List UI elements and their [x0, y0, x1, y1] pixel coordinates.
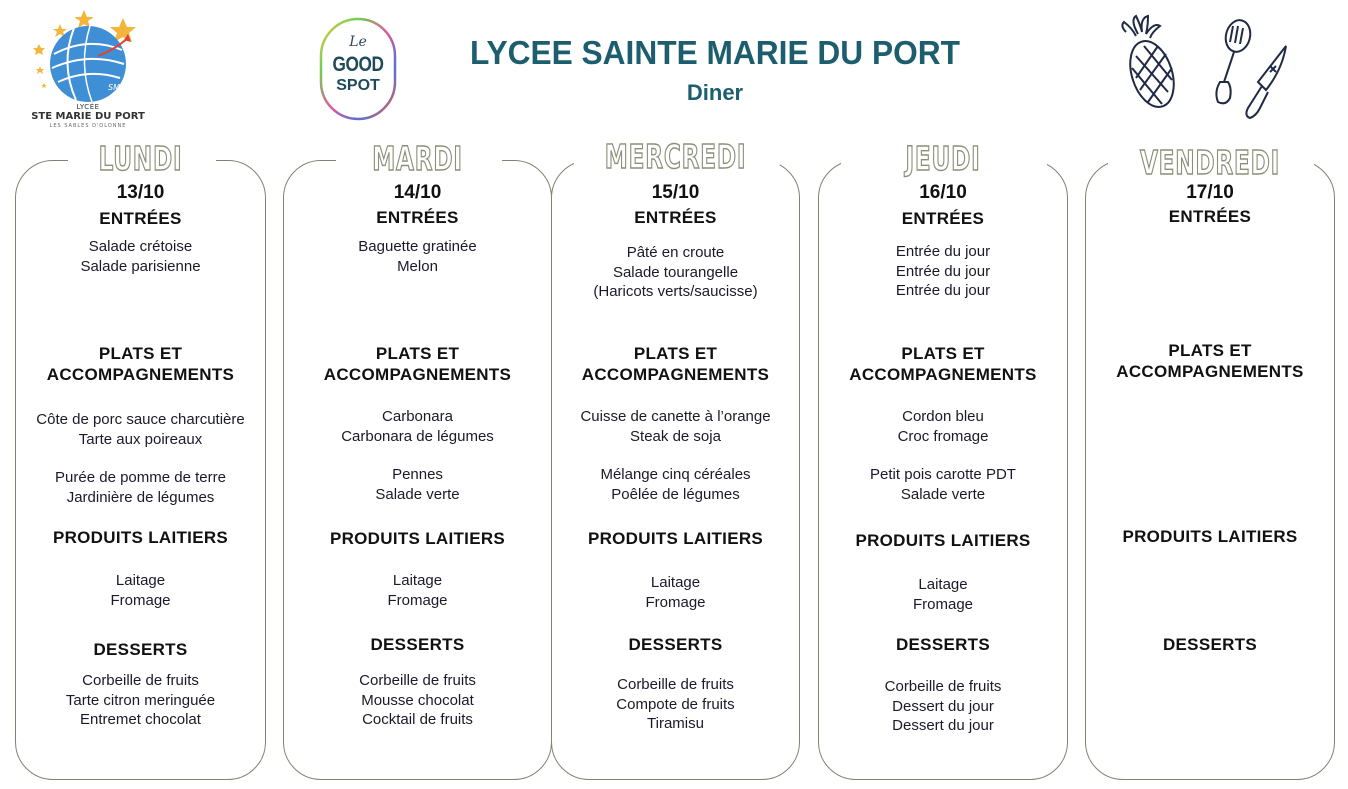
- menu-item: Cordon bleu: [902, 408, 984, 425]
- section-plats-heading: [1086, 340, 1334, 382]
- knife-icon: [1246, 46, 1286, 118]
- page-subtitle: Diner: [686, 80, 744, 105]
- pineapple-icon: [1122, 16, 1181, 113]
- section-plats-heading: [16, 343, 265, 385]
- menu-item: Salade parisienne: [80, 257, 201, 275]
- menu-item: Tiramisu: [647, 715, 704, 732]
- section-laitiers-heading: PRODUITS LAITIERS: [587, 529, 764, 548]
- section-plats-heading-line: ACCOMPAGNEMENTS: [849, 365, 1037, 384]
- school-logo-line1: LYCÉE: [76, 103, 100, 111]
- laitiers-list: [284, 571, 551, 610]
- menu-item: Croc fromage: [897, 427, 989, 445]
- menu-item: Jardinière de légumes: [66, 488, 215, 506]
- laitiers-list: [819, 575, 1067, 614]
- menu-item: Pâté en croute: [626, 244, 725, 261]
- day-date: 15/10: [651, 182, 700, 203]
- menu-item: Laitage: [918, 576, 968, 593]
- menu-item: Cocktail de fruits: [362, 711, 473, 728]
- menu-item: Mélange cinq céréales: [600, 466, 751, 483]
- accompagnements-list: [819, 465, 1067, 504]
- laitiers-list: [16, 571, 265, 610]
- menu-item: Steak de soja: [630, 427, 721, 445]
- day-date: 13/10: [116, 182, 165, 203]
- menu-item: Pennes: [392, 466, 443, 483]
- section-plats-heading: [552, 343, 799, 385]
- svg-text:SMP: SMP: [108, 83, 125, 92]
- menu-item: Dessert du jour: [892, 717, 994, 734]
- day-date: 17/10: [1186, 182, 1234, 203]
- section-plats-heading-line: ACCOMPAGNEMENTS: [1116, 362, 1304, 381]
- section-plats-heading: [819, 343, 1067, 385]
- section-laitiers-heading: PRODUITS LAITIERS: [855, 531, 1031, 550]
- plats-list: [284, 407, 551, 446]
- day-card-lundi: [15, 139, 266, 780]
- good-spot-good: GOOD: [332, 53, 384, 76]
- section-plats-heading-line: PLATS ET: [901, 344, 985, 363]
- menu-item: Côte de porc sauce charcutière: [36, 411, 245, 428]
- school-logo: [28, 6, 148, 128]
- menu-item: Mousse chocolat: [361, 691, 474, 709]
- menu-item: Salade verte: [900, 485, 986, 503]
- section-plats-heading-line: PLATS ET: [1168, 341, 1252, 360]
- section-desserts-heading: DESSERTS: [93, 640, 188, 659]
- section-desserts-heading: DESSERTS: [1162, 635, 1258, 654]
- section-plats-heading: [284, 343, 551, 385]
- menu-item: Laitage: [115, 572, 166, 589]
- menu-item: Tarte citron meringuée: [65, 691, 216, 709]
- desserts-list: [552, 675, 799, 734]
- menu-item: (Haricots verts/saucisse): [593, 283, 758, 300]
- menu-item: Poêlée de légumes: [611, 485, 740, 503]
- section-plats-heading-line: PLATS ET: [375, 344, 460, 363]
- day-date: 16/10: [919, 182, 967, 203]
- menu-item: Tarte aux poireaux: [78, 430, 203, 448]
- menu-item: Salade verte: [375, 485, 460, 503]
- section-desserts-heading: DESSERTS: [895, 635, 991, 654]
- spatula-icon: [1216, 18, 1253, 104]
- menu-item: Salade tourangelle: [612, 263, 739, 281]
- menu-item: Purée de pomme de terre: [55, 469, 226, 486]
- day-name: VENDREDI: [1139, 143, 1281, 182]
- day-name: MERCREDI: [604, 137, 747, 176]
- menu-item: Petit pois carotte PDT: [870, 466, 1016, 483]
- entrees-list: [284, 237, 551, 276]
- menu-item: Laitage: [650, 574, 701, 591]
- accompagnements-list: [16, 468, 265, 507]
- plats-list: [819, 407, 1067, 446]
- day-card-mardi: [283, 139, 552, 780]
- kitchen-decoration: [1110, 12, 1300, 124]
- section-plats-heading-line: ACCOMPAGNEMENTS: [46, 365, 235, 384]
- menu-item: Fromage: [912, 595, 974, 613]
- day-name: MARDI: [372, 139, 463, 178]
- school-logo-line2: STE MARIE DU PORT: [31, 111, 145, 122]
- menu-item: Entrée du jour: [895, 243, 991, 260]
- good-spot-logo: [318, 16, 398, 122]
- section-desserts-heading: DESSERTS: [370, 635, 465, 654]
- menu-item: Corbeille de fruits: [359, 672, 476, 689]
- good-spot-spot: SPOT: [336, 77, 380, 94]
- menu-item: Melon: [397, 257, 438, 275]
- day-card-jeudi: [818, 139, 1068, 780]
- section-laitiers-heading: PRODUITS LAITIERS: [1122, 527, 1298, 546]
- menu-item: Fromage: [110, 591, 171, 609]
- day-date: 14/10: [393, 182, 442, 203]
- menu-item: Baguette gratinée: [358, 238, 477, 255]
- plats-list: [552, 407, 799, 446]
- day-card-mercredi: [551, 137, 800, 780]
- section-entrees-heading: ENTRÉES: [634, 208, 717, 227]
- day-card-vendredi: [1085, 143, 1335, 780]
- menu-item: Entremet chocolat: [80, 711, 201, 728]
- section-plats-heading-line: PLATS ET: [633, 344, 718, 363]
- school-logo-globe-icon: [28, 6, 148, 106]
- menu-item: Corbeille de fruits: [617, 676, 734, 693]
- menu-item: Corbeille de fruits: [82, 672, 199, 689]
- school-logo-line3: LES SABLES D'OLONNE: [49, 123, 127, 129]
- menu-item: Carbonara de légumes: [341, 427, 494, 445]
- menu-item: Salade crétoise: [88, 238, 193, 255]
- accompagnements-list: [284, 465, 551, 504]
- section-desserts-heading: DESSERTS: [628, 635, 723, 654]
- menu-item: Cuisse de canette à l’orange: [580, 408, 771, 425]
- accompagnements-list: [552, 465, 799, 504]
- section-plats-heading-line: PLATS ET: [98, 344, 183, 363]
- menu-item: Laitage: [392, 572, 443, 589]
- desserts-list: [819, 677, 1067, 736]
- day-name: JEUDI: [905, 139, 981, 178]
- menu-item: Entrée du jour: [895, 262, 991, 280]
- menu-item: Corbeille de fruits: [884, 678, 1002, 695]
- menu-item: Dessert du jour: [892, 697, 994, 715]
- good-spot-le: Le: [349, 34, 367, 50]
- section-plats-heading-line: ACCOMPAGNEMENTS: [581, 365, 770, 384]
- laitiers-list: [552, 573, 799, 612]
- desserts-list: [284, 671, 551, 730]
- menu-item: Entrée du jour: [895, 282, 991, 299]
- desserts-list: [16, 671, 265, 730]
- entrees-list: [16, 237, 265, 276]
- section-laitiers-heading: PRODUITS LAITIERS: [52, 528, 229, 547]
- section-entrees-heading: ENTRÉES: [901, 209, 985, 228]
- menu-item: Fromage: [645, 593, 706, 611]
- menu-item: Fromage: [387, 591, 448, 609]
- page-title: LYCEE SAINTE MARIE DU PORT: [470, 34, 960, 71]
- menu-item: Carbonara: [382, 408, 453, 425]
- section-laitiers-heading: PRODUITS LAITIERS: [329, 529, 506, 548]
- day-name: LUNDI: [98, 139, 183, 178]
- entrees-list: [552, 243, 799, 302]
- plats-list: [16, 410, 265, 449]
- entrees-list: [819, 242, 1067, 301]
- section-entrees-heading: ENTRÉES: [99, 209, 182, 228]
- menu-item: Compote de fruits: [616, 695, 735, 713]
- section-entrees-heading: ENTRÉES: [1168, 207, 1252, 226]
- section-entrees-heading: ENTRÉES: [376, 208, 459, 227]
- section-plats-heading-line: ACCOMPAGNEMENTS: [323, 365, 512, 384]
